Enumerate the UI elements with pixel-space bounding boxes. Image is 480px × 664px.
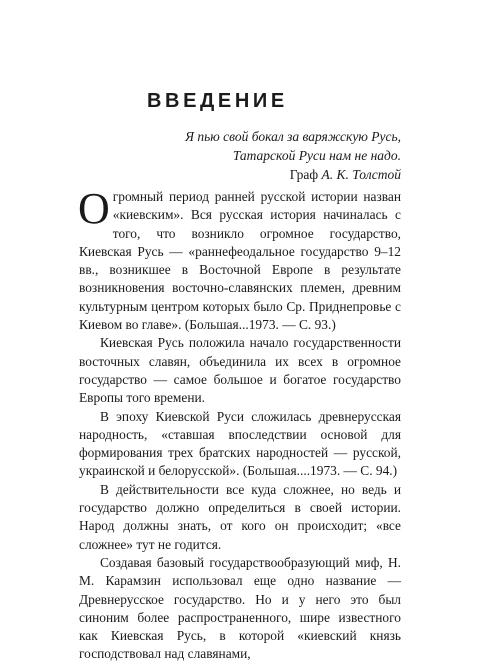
epigraph xyxy=(79,127,401,184)
paragraph-2: Киевская Русь положила начало государственности восточных славян, объединила их всех в огромное государство — самое большое и богатое государство Европы того времени. xyxy=(79,335,401,406)
epigraph-author-prefix: Граф xyxy=(289,167,319,182)
paragraph-3: В эпоху Киевской Руси сложилась древнерусская народность, «ставшая впоследствии основой для формирования трех братских народностей — русской, украинской и белорусской». (Большая....1973. — С. 94.) xyxy=(79,408,401,479)
epigraph-line-2: Татарской Руси нам не надо. xyxy=(232,148,401,163)
paragraph-5: Создавая базовый государствообразующий миф, Н. М. Карамзин использовал еще одно название — Древнерусское государство. Но и у него это был синоним более распространенного, шире известного как Киевская Русь, в которой «киевский князь господствовал над славянами, xyxy=(79,554,401,662)
chapter-title: ВВЕДЕНИЕ xyxy=(147,90,288,112)
paragraph-1-text: громный период ранней русской истории назван «киевским». Вся русская история начиналась с того, что возникло огромное государство, Киевская Русь — «раннефеодальное государство 9–12 вв., возникшее в Восточной Европе в результате возникновения восточно-славянских племен, древним культурным центром которых было Ср. Приднепровье с Киевом во главе». (Большая...1973. — С. 93.) xyxy=(79,189,401,333)
drop-cap: О xyxy=(78,184,110,233)
epigraph-line-1: Я пью свой бокал за варяжскую Русь, xyxy=(185,129,401,144)
body-text xyxy=(78,184,401,664)
paragraph-4: В действительности все куда сложнее, но ведь и государство должно определиться в своей истории. Народ должны знать, от кого он происходит; «все сложнее» тут не годится. xyxy=(79,481,401,552)
epigraph-author-name: А. К. Толстой xyxy=(321,167,401,182)
epigraph-author xyxy=(79,165,401,184)
paragraph-1 xyxy=(78,184,401,334)
book-page xyxy=(78,0,401,662)
